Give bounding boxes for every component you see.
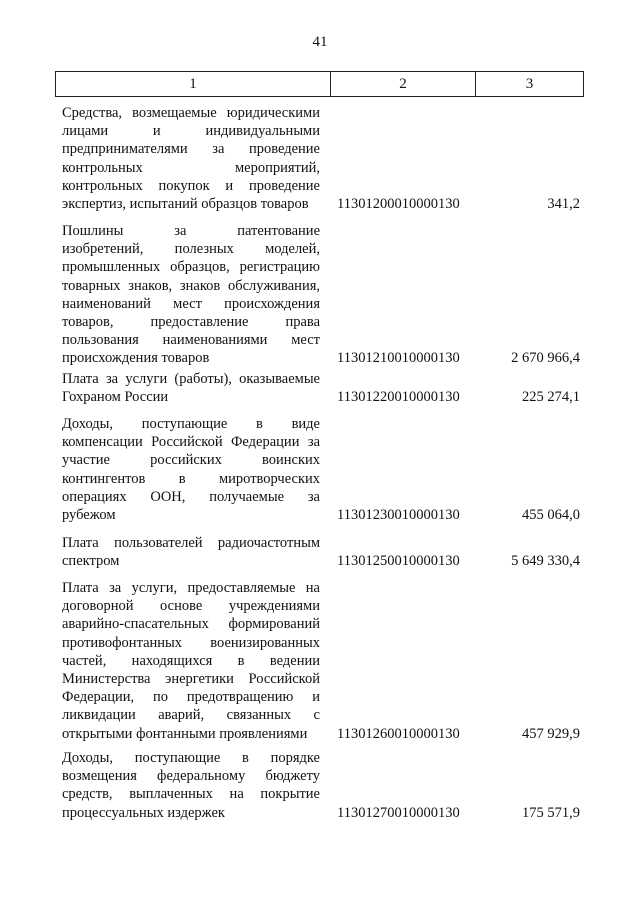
description-line: Министерства энергетики Российской: [62, 670, 320, 687]
page-number: 41: [312, 34, 328, 50]
description-line: Средства, возмещаемые юридическими: [62, 105, 320, 121]
description-line: контрольных мероприятий,: [62, 159, 320, 176]
description-line: спектром: [62, 553, 120, 570]
row-amount: 5 649 330,4: [511, 553, 580, 570]
column-header-1: 1: [56, 72, 331, 96]
description-line: рубежом: [62, 506, 116, 523]
description-line: предпринимателями за проведение: [62, 141, 320, 158]
description-line: Плата за услуги, предоставляемые на: [62, 580, 320, 596]
description-line: аварийно-спасательных формирований: [62, 616, 320, 633]
description-line: ликвидации аварий, связанных с: [62, 707, 320, 724]
description-line: контрольных покупок и проведение: [62, 177, 320, 194]
description-line: Гохраном России: [62, 389, 169, 406]
row-code: 11301220010000130: [337, 389, 460, 406]
description-line: контингентов в миротворческих: [62, 470, 320, 487]
row-amount: 457 929,9: [522, 725, 580, 742]
description-line: возмещения федеральному бюджету: [62, 768, 320, 785]
table-header: [55, 71, 584, 97]
row-amount: 455 064,0: [522, 507, 580, 523]
row-description: [62, 534, 320, 570]
description-line: Доходы, поступающие в виде: [62, 416, 320, 432]
row-amount: 225 274,1: [522, 389, 580, 406]
description-line: экспертиз, испытаний образцов товаров: [62, 195, 309, 212]
row-description: [62, 104, 320, 213]
row-code: 11301270010000130: [337, 804, 460, 821]
description-line: участие российских воинских: [62, 452, 320, 469]
row-amount: 341,2: [547, 196, 580, 212]
description-line: компенсации Российской Федерации за: [62, 434, 320, 451]
row-description: [62, 749, 320, 822]
row-description: [62, 415, 320, 524]
row-amount: 2 670 966,4: [511, 350, 580, 367]
description-line: противофонтанных военизированных: [62, 634, 320, 651]
column-header-3: 3: [525, 75, 534, 92]
description-line: происхождения товаров: [62, 350, 210, 367]
description-line: Пошлины за патентование: [62, 223, 320, 239]
row-description: [62, 579, 320, 743]
description-line: процессуальных издержек: [62, 804, 225, 821]
description-line: Плата пользователей радиочастотным: [62, 535, 320, 551]
description-line: средств, выплаченных на покрытие: [62, 786, 320, 803]
description-line: пользования наименованиями мест: [62, 332, 320, 349]
description-line: промышленных образцов, регистрацию: [62, 259, 320, 276]
description-line: договорной основе учреждениями: [62, 598, 320, 615]
column-header-2: 2: [331, 72, 476, 96]
row-code: 11301260010000130: [337, 725, 460, 742]
row-description: [62, 222, 320, 368]
description-line: изобретений, полезных моделей,: [62, 241, 320, 258]
description-line: операциях ООН, получаемые за: [62, 488, 320, 505]
description-line: товарных знаков, знаков обслуживания,: [62, 277, 320, 294]
row-code: 11301250010000130: [337, 553, 460, 570]
row-description: [62, 370, 320, 406]
description-line: Плата за услуги (работы), оказываемые: [62, 371, 320, 387]
description-line: лицами и индивидуальными: [62, 123, 320, 140]
description-line: товаров, предоставление права: [62, 313, 320, 330]
description-line: открытыми фонтанными проявлениями: [62, 725, 308, 742]
row-code: 11301200010000130: [337, 196, 460, 212]
description-line: наименований мест происхождения: [62, 295, 320, 312]
description-line: Доходы, поступающие в порядке: [62, 750, 320, 766]
description-line: Федерации, по предотвращению и: [62, 689, 320, 706]
description-line: частей, находящихся в ведении: [62, 652, 320, 669]
row-amount: 175 571,9: [522, 804, 580, 821]
row-code: 11301230010000130: [337, 507, 460, 523]
row-code: 11301210010000130: [337, 350, 460, 367]
